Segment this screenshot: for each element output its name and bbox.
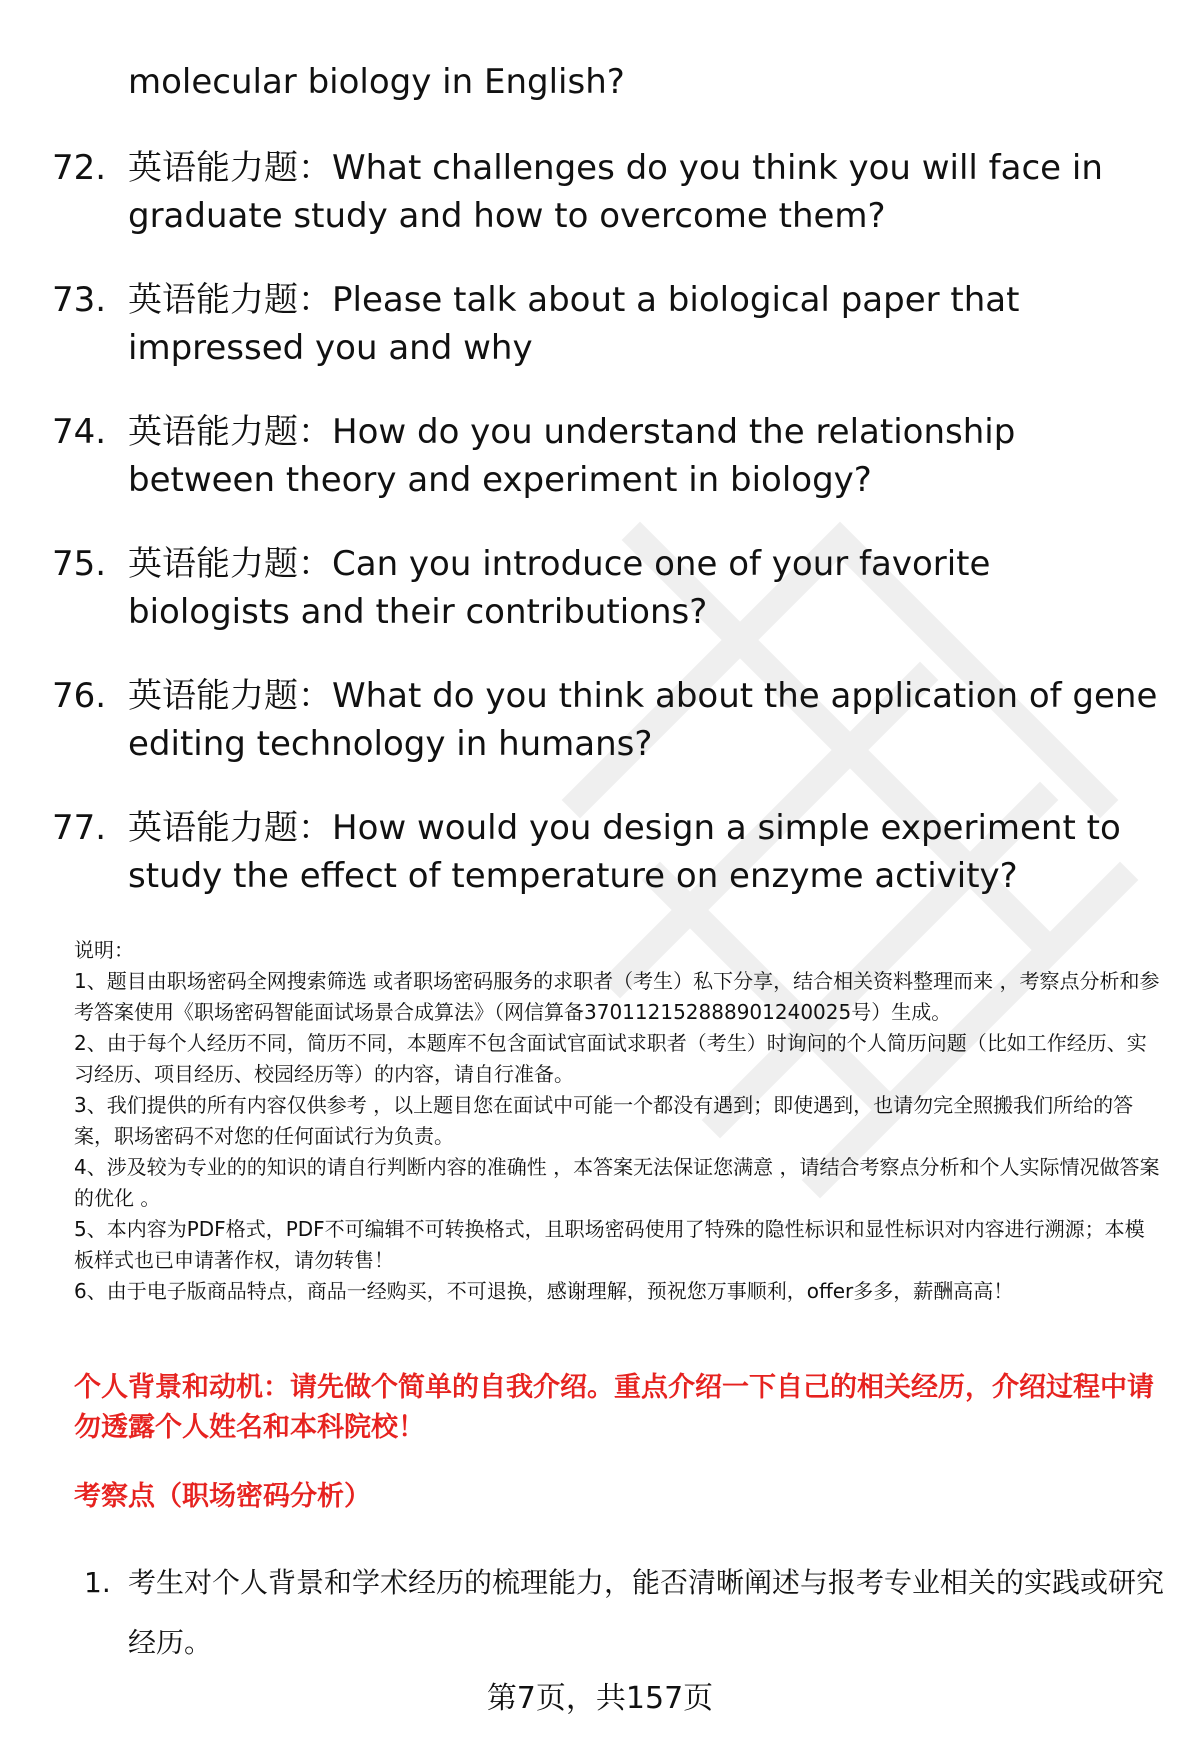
question-number: 76.: [52, 676, 107, 716]
note-item: 2、由于每个人经历不同，简历不同，本题库不包含面试官面试求职者（考生）时询问的个人简历问题（比如工作经历、实习经历、项目经历、校园经历等）的内容，请自行准备。: [74, 1031, 1147, 1086]
analysis-points: [84, 1553, 1164, 1673]
question-item: [52, 144, 1162, 240]
question-number: 74.: [52, 412, 107, 452]
question-text: How do you understand the relationship between theory and experiment in biology?: [128, 412, 1016, 500]
featured-question: 个人背景和动机：请先做个简单的自我介绍。重点介绍一下自己的相关经历，介绍过程中请勿透露个人姓名和本科院校！: [74, 1372, 1154, 1443]
question-text: What do you think about the application of gene editing technology in humans?: [128, 676, 1158, 764]
question-text: How would you design a simple experiment to study the effect of temperature on enzyme activity?: [128, 808, 1121, 896]
analysis-title: 考察点（职场密码分析）: [74, 1481, 371, 1512]
note-item: 3、我们提供的所有内容仅供参考 ，以上题目您在面试中可能一个都没有遇到；即使遇到，也请勿完全照搬我们所给的答案，职场密码不对您的任何面试行为负责。: [74, 1093, 1134, 1148]
question-item: [52, 276, 1162, 372]
question-number: 73.: [52, 280, 107, 320]
point-text: 考生对个人背景和学术经历的梳理能力，能否清晰阐述与报考专业相关的实践或研究经历。: [128, 1566, 1165, 1659]
note-item: 5、本内容为PDF格式，PDF不可编辑不可转换格式，且职场密码使用了特殊的隐性标识和显性标识对内容进行溯源；本模板样式也已申请著作权，请勿转售！: [74, 1217, 1145, 1272]
question-number: 77.: [52, 808, 107, 848]
question-prefix: 英语能力题：: [128, 544, 332, 584]
question-prefix: 英语能力题：: [128, 676, 332, 716]
question-prefix: 英语能力题：: [128, 280, 332, 320]
note-item: 1、题目由职场密码全网搜索筛选 或者职场密码服务的求职者（考生）私下分享，结合相关资料整理而来 ，考察点分析和参考答案使用《职场密码智能面试场景合成算法》（网信算备370112152888901240025号）生成。: [74, 969, 1160, 1024]
question-number: 75.: [52, 544, 107, 584]
note-item: 4、涉及较为专业的的知识的请自行判断内容的准确性 ，本答案无法保证您满意 ，请结合考察点分析和个人实际情况做答案的优化 。: [74, 1155, 1160, 1210]
question-item: [52, 408, 1162, 504]
notes-title: 说明：: [74, 938, 134, 962]
question-text: Please talk about a biological paper that impressed you and why: [128, 280, 1020, 368]
question-prefix: 英语能力题：: [128, 808, 332, 848]
question-item: [52, 804, 1162, 900]
point-number: 1.: [84, 1566, 111, 1599]
analysis-point: [84, 1553, 1164, 1673]
page-number-footer: 第7页，共157页: [486, 1681, 714, 1716]
question-text: What challenges do you think you will face in graduate study and how to overcome them?: [128, 148, 1103, 236]
question-continuation: molecular biology in English?: [128, 62, 625, 102]
question-number: 72.: [52, 148, 107, 188]
note-item: 6、由于电子版商品特点，商品一经购买，不可退换，感谢理解，预祝您万事顺利，offer多多，薪酬高高！: [74, 1279, 1014, 1303]
question-item: [52, 672, 1162, 768]
question-item: [52, 540, 1162, 636]
question-prefix: 英语能力题：: [128, 412, 332, 452]
question-list: [52, 144, 1162, 936]
disclaimer-notes: [74, 935, 1164, 1307]
question-text: Can you introduce one of your favorite biologists and their contributions?: [128, 544, 991, 632]
question-prefix: 英语能力题：: [128, 148, 332, 188]
